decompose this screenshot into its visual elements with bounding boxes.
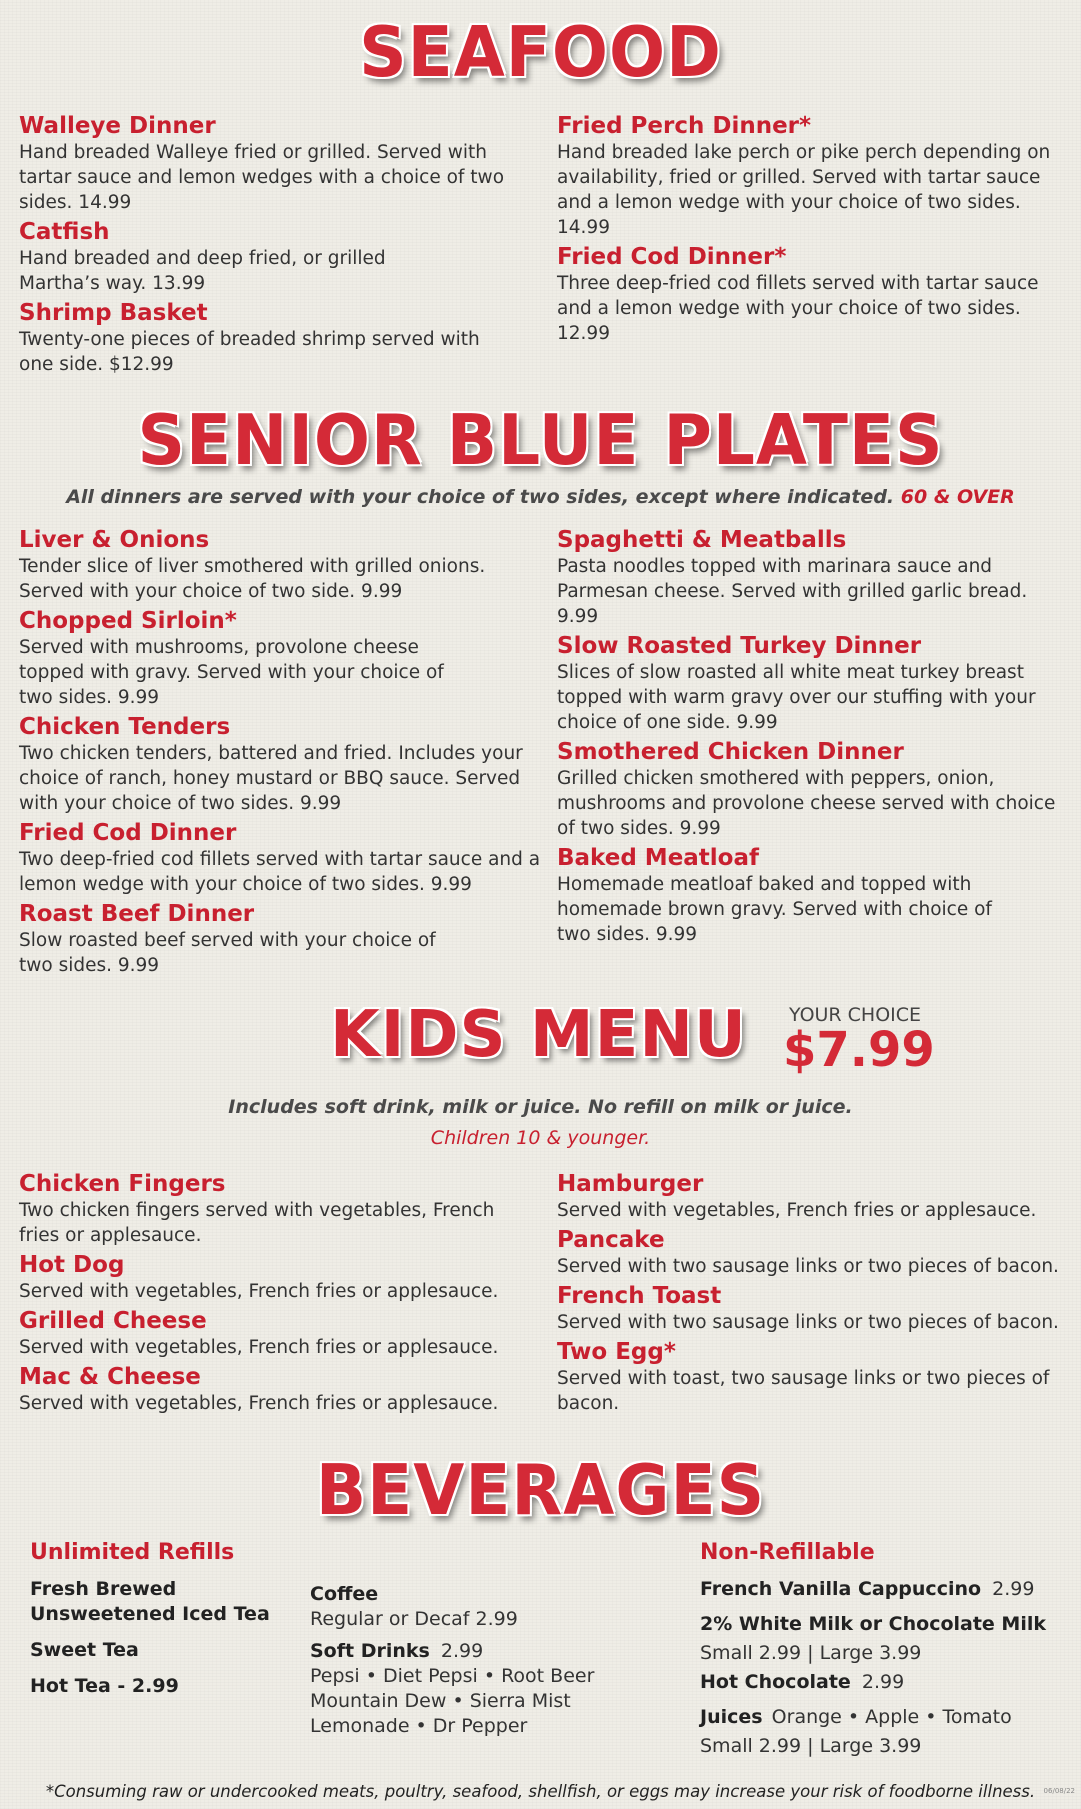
item-description: Two deep-fried cod fillets served with tartar sauce and a lemon wedge with your choice of two sides. 9.99 <box>19 849 541 895</box>
menu-item <box>557 632 1072 735</box>
kids-banner: KIDS MENU <box>330 998 747 1072</box>
iced-tea-label-2: Unsweetened Iced Tea <box>30 1603 270 1625</box>
item-name: Shrimp Basket <box>19 300 208 326</box>
senior-banner: SENIOR BLUE PLATES <box>137 400 944 481</box>
item-name: Walleye Dinner <box>19 113 216 139</box>
beverages-col-3 <box>700 1540 1075 1759</box>
item-description: Served with vegetables, French fries or applesauce. <box>557 1200 1037 1221</box>
seafood-left-column <box>19 112 544 377</box>
item-description: Two chicken fingers served with vegetables, French fries or applesauce. <box>19 1200 495 1246</box>
hot-chocolate-price: 2.99 <box>861 1671 905 1693</box>
item-description: Served with two sausage links or two pieces of bacon. <box>557 1256 1059 1277</box>
menu-item <box>557 844 1072 947</box>
menu-item <box>19 819 544 897</box>
item-description: Slices of slow roasted all white meat turkey breast topped with warm gravy over our stuffing with your choice of one side. 9.99 <box>557 662 1036 733</box>
item-name: Pancake <box>557 1227 665 1253</box>
senior-age-label: 60 & OVER <box>900 486 1015 508</box>
soft-drinks-label: Soft Drinks <box>310 1640 430 1662</box>
senior-right-column <box>557 526 1072 947</box>
item-name: Chicken Fingers <box>19 1171 226 1197</box>
coffee-label: Coffee <box>310 1583 379 1605</box>
milk-sizes: Small 2.99 | Large 3.99 <box>700 1642 922 1664</box>
kids-choice-label: YOUR CHOICE <box>789 1004 922 1026</box>
coffee-description: Regular or Decaf 2.99 <box>310 1608 518 1630</box>
beverages-col-1 <box>30 1540 300 1699</box>
senior-left-column <box>19 526 544 978</box>
item-name: Catfish <box>19 219 110 245</box>
item-name: Fried Perch Dinner* <box>557 113 812 139</box>
item-name: Baked Meatloaf <box>557 845 760 871</box>
item-description: Served with toast, two sausage links or two pieces of bacon. <box>557 1368 1050 1414</box>
item-description: Tender slice of liver smothered with grilled onions. Served with your choice of two side. 9.99 <box>19 556 486 602</box>
menu-item <box>557 1170 1077 1223</box>
menu-item <box>557 1226 1077 1279</box>
seafood-right-column <box>557 112 1072 346</box>
item-name: Roast Beef Dinner <box>19 901 255 927</box>
item-name: Chopped Sirloin* <box>19 608 237 634</box>
iced-tea-label-1: Fresh Brewed <box>30 1578 177 1600</box>
soft-drink-flavors-2: Mountain Dew • Sierra Mist <box>310 1690 571 1712</box>
item-description: Three deep-fried cod fillets served with tartar sauce and a lemon wedge with your choice of two sides. 12.99 <box>557 273 1039 344</box>
senior-note-text: All dinners are served with your choice of two sides, except where indicated. <box>66 486 895 508</box>
item-name: Fried Cod Dinner <box>19 820 237 846</box>
item-name: Grilled Cheese <box>19 1308 207 1334</box>
item-description: Served with mushrooms, provolone cheese topped with gravy. Served with your choice of two sides. 9.99 <box>19 637 444 708</box>
juice-sizes: Small 2.99 | Large 3.99 <box>700 1735 922 1757</box>
beverages-col-2 <box>310 1582 610 1739</box>
item-description: Served with vegetables, French fries or applesauce. <box>19 1281 499 1302</box>
senior-note <box>0 486 1081 508</box>
non-refillable-heading: Non-Refillable <box>700 1540 875 1565</box>
item-description: Slow roasted beef served with your choice of two sides. 9.99 <box>19 930 436 976</box>
item-description: Hand breaded lake perch or pike perch depending on availability, fried or grilled. Served with tartar sauce and a lemon wedge with your choice of two sides. 14.99 <box>557 142 1051 238</box>
hot-tea-label: Hot Tea - 2.99 <box>30 1675 179 1697</box>
menu-item <box>557 738 1072 841</box>
seafood-banner: SEAFOOD <box>359 12 722 93</box>
item-name: Smothered Chicken Dinner <box>557 739 904 765</box>
item-name: French Toast <box>557 1283 722 1309</box>
foodborne-disclaimer: *Consuming raw or undercooked meats, poultry, seafood, shellfish, or eggs may increase your risk of foodborne illness. <box>45 1782 1036 1801</box>
menu-item <box>557 1338 1077 1416</box>
menu-item <box>19 713 544 816</box>
item-description: Pasta noodles topped with marinara sauce and Parmesan cheese. Served with grilled garlic bread. 9.99 <box>557 556 1028 627</box>
soft-drinks-line <box>310 1639 610 1664</box>
milk-label: 2% White Milk or Chocolate Milk <box>700 1613 1046 1635</box>
menu-item <box>19 1363 544 1416</box>
hot-chocolate-label: Hot Chocolate <box>700 1671 851 1693</box>
item-description: Hand breaded Walleye fried or grilled. Served with tartar sauce and lemon wedges with a choice of two sides. 14.99 <box>19 142 505 213</box>
item-description: Homemade meatloaf baked and topped with homemade brown gravy. Served with choice of two sides. 9.99 <box>557 874 992 945</box>
kids-age-note: Children 10 & younger. <box>430 1127 651 1149</box>
item-description: Two chicken tenders, battered and fried. Includes your choice of ranch, honey mustard or BBQ sauce. Served with your choice of two sides. 9.99 <box>19 743 523 814</box>
kids-right-column <box>557 1170 1077 1416</box>
item-name: Two Egg* <box>557 1339 676 1365</box>
item-name: Hot Dog <box>19 1252 125 1278</box>
menu-item <box>19 299 544 377</box>
soft-drink-flavors-1: Pepsi • Diet Pepsi • Root Beer <box>310 1665 595 1687</box>
item-description: Served with two sausage links or two pieces of bacon. <box>557 1312 1059 1333</box>
kids-left-column <box>19 1170 544 1416</box>
kids-note: Includes soft drink, milk or juice. No refill on milk or juice. <box>228 1096 853 1118</box>
juices-label: Juices <box>700 1706 763 1728</box>
menu-item <box>19 900 544 978</box>
juices-line <box>700 1705 1075 1730</box>
item-description: Served with vegetables, French fries or applesauce. <box>19 1337 499 1358</box>
menu-item <box>557 243 1072 346</box>
kids-price: $7.99 <box>783 1022 935 1078</box>
item-name: Liver & Onions <box>19 527 210 553</box>
unlimited-refills-heading: Unlimited Refills <box>30 1540 235 1565</box>
menu-item <box>557 526 1072 629</box>
item-description: Served with vegetables, French fries or applesauce. <box>19 1393 499 1414</box>
item-name: Mac & Cheese <box>19 1364 201 1390</box>
hot-chocolate-line <box>700 1670 1075 1695</box>
menu-item <box>19 112 544 215</box>
menu-item <box>19 607 544 710</box>
item-description: Twenty-one pieces of breaded shrimp served with one side. $12.99 <box>19 329 480 375</box>
item-name: Fried Cod Dinner* <box>557 244 787 270</box>
soft-drink-flavors-3: Lemonade • Dr Pepper <box>310 1715 528 1737</box>
sweet-tea-label: Sweet Tea <box>30 1639 139 1661</box>
menu-item <box>19 1251 544 1304</box>
menu-item <box>19 218 544 296</box>
soft-drinks-price: 2.99 <box>440 1640 484 1662</box>
menu-item <box>19 1170 544 1248</box>
print-date-code: 06/08/22 <box>1043 1787 1075 1795</box>
menu-item <box>557 1282 1077 1335</box>
item-name: Chicken Tenders <box>19 714 231 740</box>
item-name: Hamburger <box>557 1171 704 1197</box>
item-description: Hand breaded and deep fried, or grilled Martha’s way. 13.99 <box>19 248 386 294</box>
item-name: Spaghetti & Meatballs <box>557 527 847 553</box>
menu-item <box>19 1307 544 1360</box>
cappuccino-label: French Vanilla Cappuccino <box>700 1578 982 1600</box>
item-description: Grilled chicken smothered with peppers, onion, mushrooms and provolone cheese served with choice of two sides. 9.99 <box>557 768 1056 839</box>
beverages-banner: BEVERAGES <box>315 1450 766 1531</box>
menu-item <box>557 112 1072 240</box>
cappuccino-price: 2.99 <box>992 1578 1035 1600</box>
cappuccino-line <box>700 1577 1075 1602</box>
menu-item <box>19 526 544 604</box>
item-name: Slow Roasted Turkey Dinner <box>557 633 922 659</box>
juices-list: Orange • Apple • Tomato <box>771 1706 1012 1728</box>
